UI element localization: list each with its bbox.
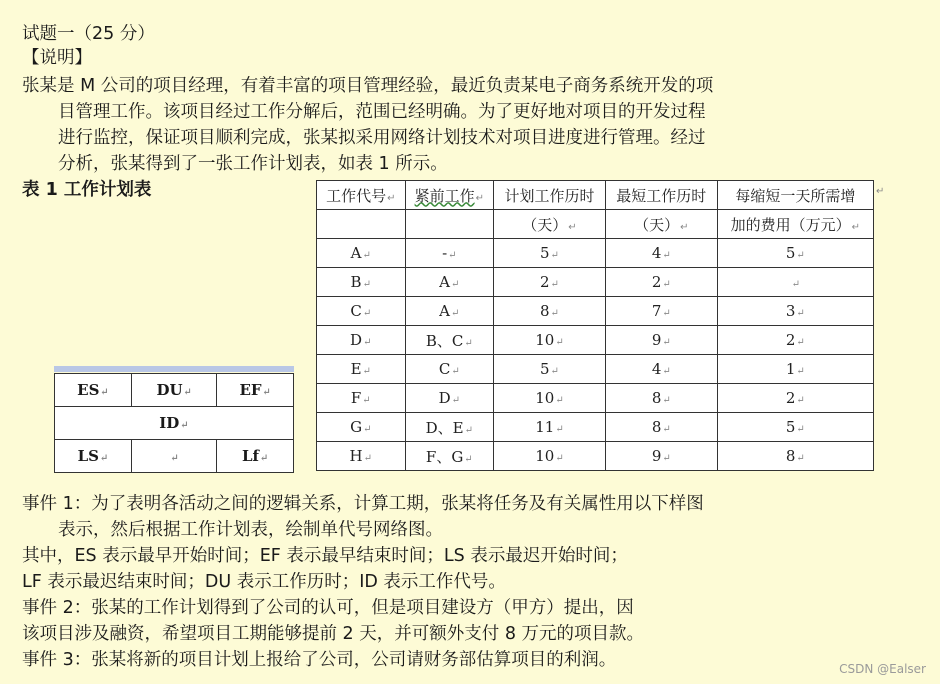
node-es-cell: ES↵ bbox=[55, 374, 132, 407]
node-sample-diagram bbox=[54, 373, 294, 473]
node-ef-cell: EF↵ bbox=[217, 374, 294, 407]
header-cost-unit: 加的费用（万元）↵ bbox=[717, 210, 873, 239]
table-cell: A↵ bbox=[405, 297, 494, 326]
table-cell: 3↵ bbox=[717, 297, 873, 326]
table-cell: 9↵ bbox=[605, 442, 717, 471]
table-cell: 8↵ bbox=[494, 297, 606, 326]
table-cell: 4↵ bbox=[605, 355, 717, 384]
table-row bbox=[317, 326, 874, 355]
definition-line-2: LF 表示最迟结束时间；DU 表示工作历时；ID 表示工作代号。 bbox=[22, 572, 506, 592]
row-end-mark: ↵ bbox=[876, 186, 885, 197]
table-cell: ↵ bbox=[717, 268, 873, 297]
header-work-id: 工作代号↵ bbox=[317, 181, 406, 210]
table-cell: B、C↵ bbox=[405, 326, 494, 355]
table-cell: 5↵ bbox=[494, 239, 606, 268]
table-cell: A↵ bbox=[405, 268, 494, 297]
table-header-row-2 bbox=[317, 210, 874, 239]
table-cell: 9↵ bbox=[605, 326, 717, 355]
header-work-id-2 bbox=[317, 210, 406, 239]
header-planned-duration: 计划工作历时 bbox=[494, 181, 606, 210]
table-cell: E↵ bbox=[317, 355, 406, 384]
table-cell: 11↵ bbox=[494, 413, 606, 442]
node-id-cell: ID↵ bbox=[55, 407, 294, 440]
node-du-cell: DU↵ bbox=[131, 374, 216, 407]
table-row bbox=[317, 442, 874, 471]
table-cell: F、G↵ bbox=[405, 442, 494, 471]
node-sample-edge bbox=[54, 366, 294, 372]
table-cell: F↵ bbox=[317, 384, 406, 413]
definition-line-1: 其中，ES 表示最早开始时间；EF 表示最早结束时间；LS 表示最迟开始时间； bbox=[22, 546, 628, 566]
intro-line-2: 目管理工作。该项目经过工作分解后，范围已经明确。为了更好地对项目的开发过程 bbox=[58, 102, 706, 122]
event-1-line-1: 事件 1：为了表明各活动之间的逻辑关系，计算工期，张某将任务及有关属性用以下样图 bbox=[22, 494, 704, 514]
section-heading: 【说明】 bbox=[22, 48, 92, 68]
event-2-line-1: 事件 2：张某的工作计划得到了公司的认可，但是项目建设方（甲方）提出，因 bbox=[22, 598, 634, 618]
node-lf-cell: Lf↵ bbox=[217, 440, 294, 473]
watermark: CSDN @Ealser bbox=[839, 662, 926, 676]
node-empty-cell: ↵ bbox=[131, 440, 216, 473]
exam-title: 试题一（25 分） bbox=[22, 24, 155, 44]
table-cell: 1↵ bbox=[717, 355, 873, 384]
table-header-row-1 bbox=[317, 181, 874, 210]
table-cell: 5↵ bbox=[494, 355, 606, 384]
table-row bbox=[317, 268, 874, 297]
table-cell: 2↵ bbox=[494, 268, 606, 297]
table-cell: 2↵ bbox=[717, 384, 873, 413]
table-cell: D↵ bbox=[317, 326, 406, 355]
table-cell: 5↵ bbox=[717, 239, 873, 268]
table-row bbox=[317, 239, 874, 268]
intro-line-3: 进行监控，保证项目顺利完成，张某拟采用网络计划技术对项目进度进行管理。经过 bbox=[58, 128, 706, 148]
event-3-line: 事件 3：张某将新的项目计划上报给了公司，公司请财务部估算项目的利润。 bbox=[22, 650, 617, 670]
table-cell: H↵ bbox=[317, 442, 406, 471]
table-cell: 10↵ bbox=[494, 384, 606, 413]
table-cell: 8↵ bbox=[717, 442, 873, 471]
table-cell: 5↵ bbox=[717, 413, 873, 442]
header-shortest-duration-unit: （天）↵ bbox=[605, 210, 717, 239]
table-cell: 10↵ bbox=[494, 326, 606, 355]
table-cell: A↵ bbox=[317, 239, 406, 268]
intro-line-4: 分析，张某得到了一张工作计划表，如表 1 所示。 bbox=[58, 154, 448, 174]
table-cell: 7↵ bbox=[605, 297, 717, 326]
table-row bbox=[317, 297, 874, 326]
table-cell: 8↵ bbox=[605, 413, 717, 442]
table-cell: C↵ bbox=[405, 355, 494, 384]
event-1-line-2: 表示，然后根据工作计划表，绘制单代号网络图。 bbox=[58, 520, 443, 540]
table-row bbox=[317, 413, 874, 442]
table-cell: C↵ bbox=[317, 297, 406, 326]
table-cell: D、E↵ bbox=[405, 413, 494, 442]
event-2-line-2: 该项目涉及融资，希望项目工期能够提前 2 天，并可额外支付 8 万元的项目款。 bbox=[22, 624, 645, 644]
intro-line-1: 张某是 M 公司的项目经理，有着丰富的项目管理经验，最近负责某电子商务系统开发的项 bbox=[22, 76, 714, 96]
header-planned-duration-unit: （天）↵ bbox=[494, 210, 606, 239]
table-cell: 8↵ bbox=[605, 384, 717, 413]
table-cell: 4↵ bbox=[605, 239, 717, 268]
table-cell: D↵ bbox=[405, 384, 494, 413]
work-plan-table bbox=[316, 180, 874, 471]
table-cell: 2↵ bbox=[605, 268, 717, 297]
header-shortest-duration: 最短工作历时 bbox=[605, 181, 717, 210]
table-row bbox=[317, 355, 874, 384]
header-predecessor-2 bbox=[405, 210, 494, 239]
table-cell: G↵ bbox=[317, 413, 406, 442]
table-title: 表 1 工作计划表 bbox=[22, 180, 152, 200]
header-cost-per-day: 每缩短一天所需增 bbox=[717, 181, 873, 210]
table-cell: -↵ bbox=[405, 239, 494, 268]
node-ls-cell: LS↵ bbox=[55, 440, 132, 473]
table-row bbox=[317, 384, 874, 413]
header-predecessor: 紧前工作↵ bbox=[405, 181, 494, 210]
table-cell: B↵ bbox=[317, 268, 406, 297]
table-cell: 10↵ bbox=[494, 442, 606, 471]
table-cell: 2↵ bbox=[717, 326, 873, 355]
